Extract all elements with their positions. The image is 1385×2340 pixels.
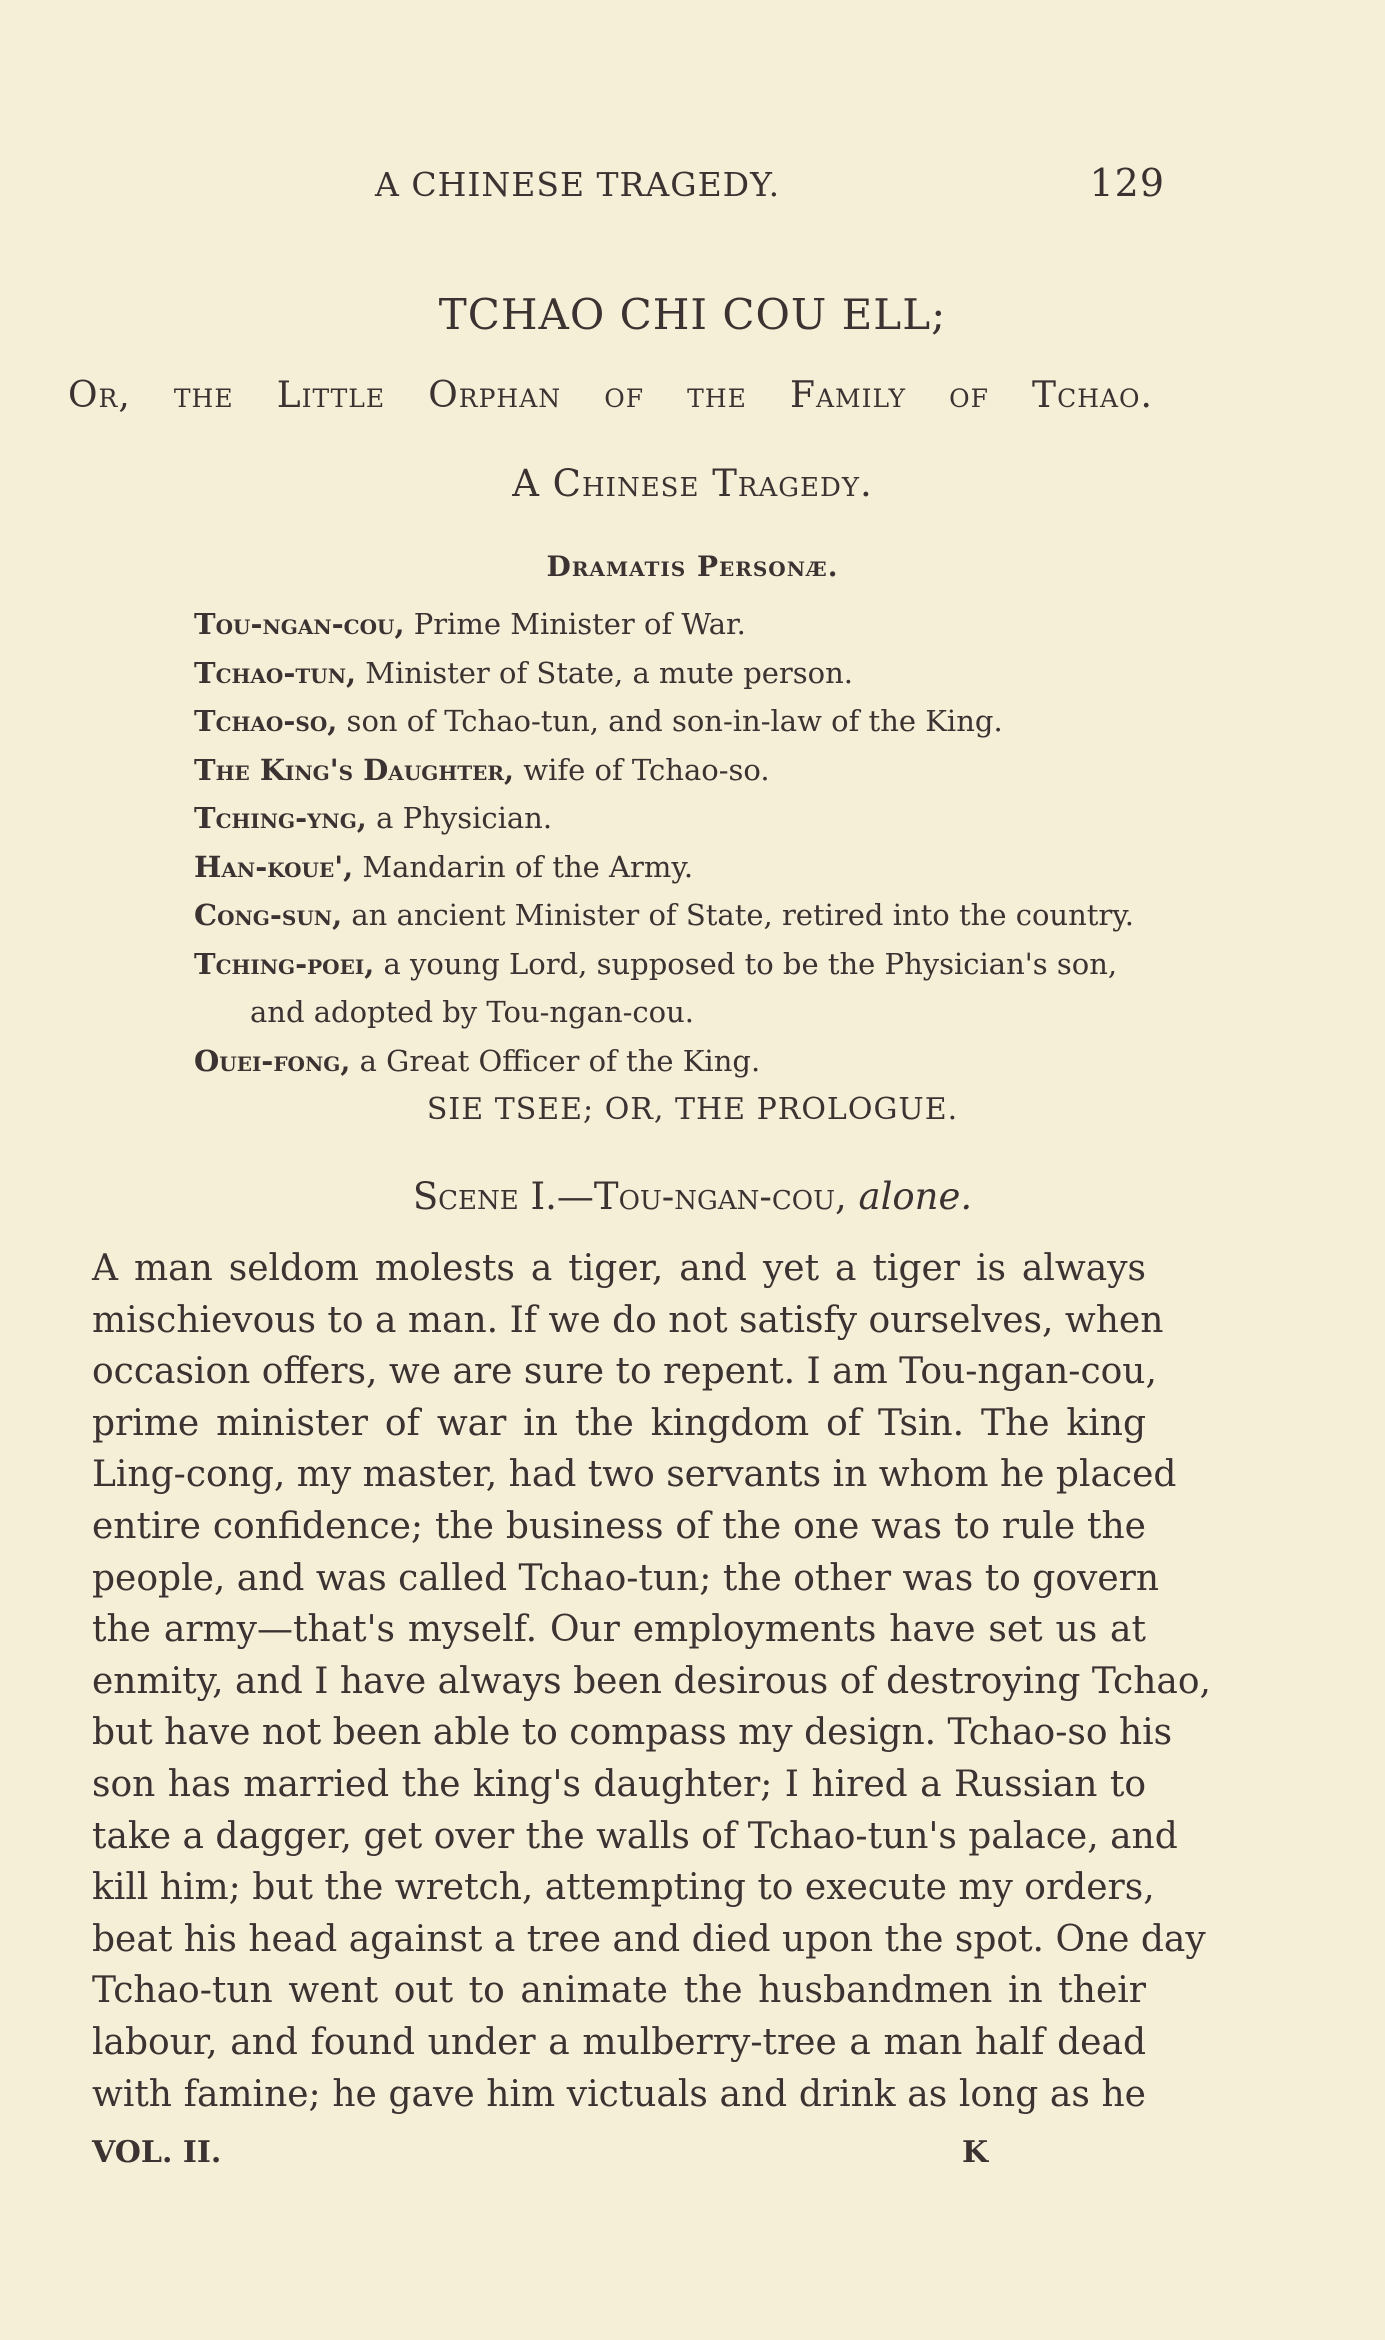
person-description: and adopted by Tou-ngan-cou. <box>250 995 695 1029</box>
stage-direction: alone. <box>858 1175 973 1218</box>
text-line: take a dagger, get over the walls of Tchao-tun's palace, and <box>92 1815 1178 1857</box>
person-entry <box>194 940 1154 989</box>
person-entry <box>194 891 1154 940</box>
person-name: Tchao-tun, <box>194 655 357 690</box>
text-line: the army—that's myself. Our employments have set us at <box>92 1609 1146 1651</box>
play-genre: A Chinese Tragedy. <box>512 462 873 505</box>
volume-number: VOL. II. <box>92 2135 222 2170</box>
text-line: prime minister of war in the kingdom of Tsin. The king <box>92 1402 1146 1444</box>
scene-label: Scene I.—Tou-ngan-cou, <box>412 1175 847 1218</box>
signature-mark: K <box>962 2135 989 2170</box>
dramatis-personae-heading: Dramatis Personæ. <box>546 550 839 583</box>
person-entry <box>194 746 1154 795</box>
person-name: The King's Daughter, <box>194 752 515 787</box>
play-title: TCHAO CHI COU ELL; <box>438 290 947 339</box>
scene-heading <box>0 1175 1385 1218</box>
person-name: Tching-yng, <box>194 801 367 835</box>
person-description: a young Lord, supposed to be the Physician's son, <box>374 946 1118 981</box>
person-entry <box>194 843 1154 892</box>
text-line: mischievous to a man. If we do not satisfy ourselves, when <box>92 1299 1164 1341</box>
prologue-heading: SIE TSEE; OR, THE PROLOGUE. <box>426 1092 959 1127</box>
person-entry <box>194 794 1154 843</box>
person-entry <box>194 988 1154 1037</box>
person-description: Mandarin of the Army. <box>353 849 694 884</box>
text-line: labour, and found under a mulberry-tree a man half dead <box>92 2021 1146 2063</box>
text-line: with famine; he gave him victuals and drink as long as he <box>92 2073 1146 2115</box>
text-line: A man seldom molests a tiger, and yet a tiger is always <box>92 1248 1146 1289</box>
page-footer <box>92 2135 989 2170</box>
text-line: Tchao-tun went out to animate the husbandmen in their <box>92 1970 1146 2012</box>
person-description: an ancient Minister of State, retired into the country. <box>342 898 1135 932</box>
person-name: Han-koue', <box>194 849 354 884</box>
text-line: but have not been able to compass my design. Tchao-so his <box>92 1712 1173 1754</box>
person-entry <box>194 1037 1154 1086</box>
persons-list <box>194 600 1154 1085</box>
person-name: Ouei-fong, <box>194 1043 351 1078</box>
person-entry <box>194 697 1154 746</box>
person-entry <box>194 649 1154 698</box>
person-description: Prime Minister of War. <box>404 607 746 641</box>
person-name: Cong-sun, <box>194 898 343 932</box>
text-line: enmity, and I have always been desirous of destroying Tchao, <box>92 1660 1211 1702</box>
person-description: Minister of State, a mute person. <box>356 655 854 690</box>
person-description: son of Tchao-tun, and son-in-law of the King. <box>337 704 1003 738</box>
text-line: beat his head against a tree and died upon the spot. One day <box>92 1918 1206 1960</box>
text-line: occasion offers, we are sure to repent. I am Tou-ngan-cou, <box>92 1351 1157 1393</box>
play-subtitle: Or, the Little Orphan of the Family of Tchao. <box>68 375 1153 416</box>
person-description: a Great Officer of the King. <box>350 1043 761 1078</box>
running-header <box>375 161 1165 205</box>
person-name: Tou-ngan-cou, <box>194 607 405 641</box>
text-line: people, and was called Tchao-tun; the other was to govern <box>92 1557 1160 1599</box>
body-text <box>92 1243 1211 2120</box>
running-title: A CHINESE TRAGEDY. <box>375 165 781 204</box>
person-name: Tchao-so, <box>194 704 338 738</box>
text-line: kill him; but the wretch, attempting to execute my orders, <box>92 1867 1155 1909</box>
text-line: entire confidence; the business of the one was to rule the <box>92 1505 1146 1547</box>
person-description: wife of Tchao-so. <box>514 752 770 787</box>
person-name: Tching-poei, <box>194 946 375 981</box>
text-line: son has married the king's daughter; I hired a Russian to <box>92 1763 1146 1805</box>
person-entry <box>194 600 1154 649</box>
page-number: 129 <box>1089 161 1165 205</box>
person-description: a Physician. <box>366 801 553 835</box>
text-line: Ling-cong, my master, had two servants in whom he placed <box>92 1454 1177 1496</box>
